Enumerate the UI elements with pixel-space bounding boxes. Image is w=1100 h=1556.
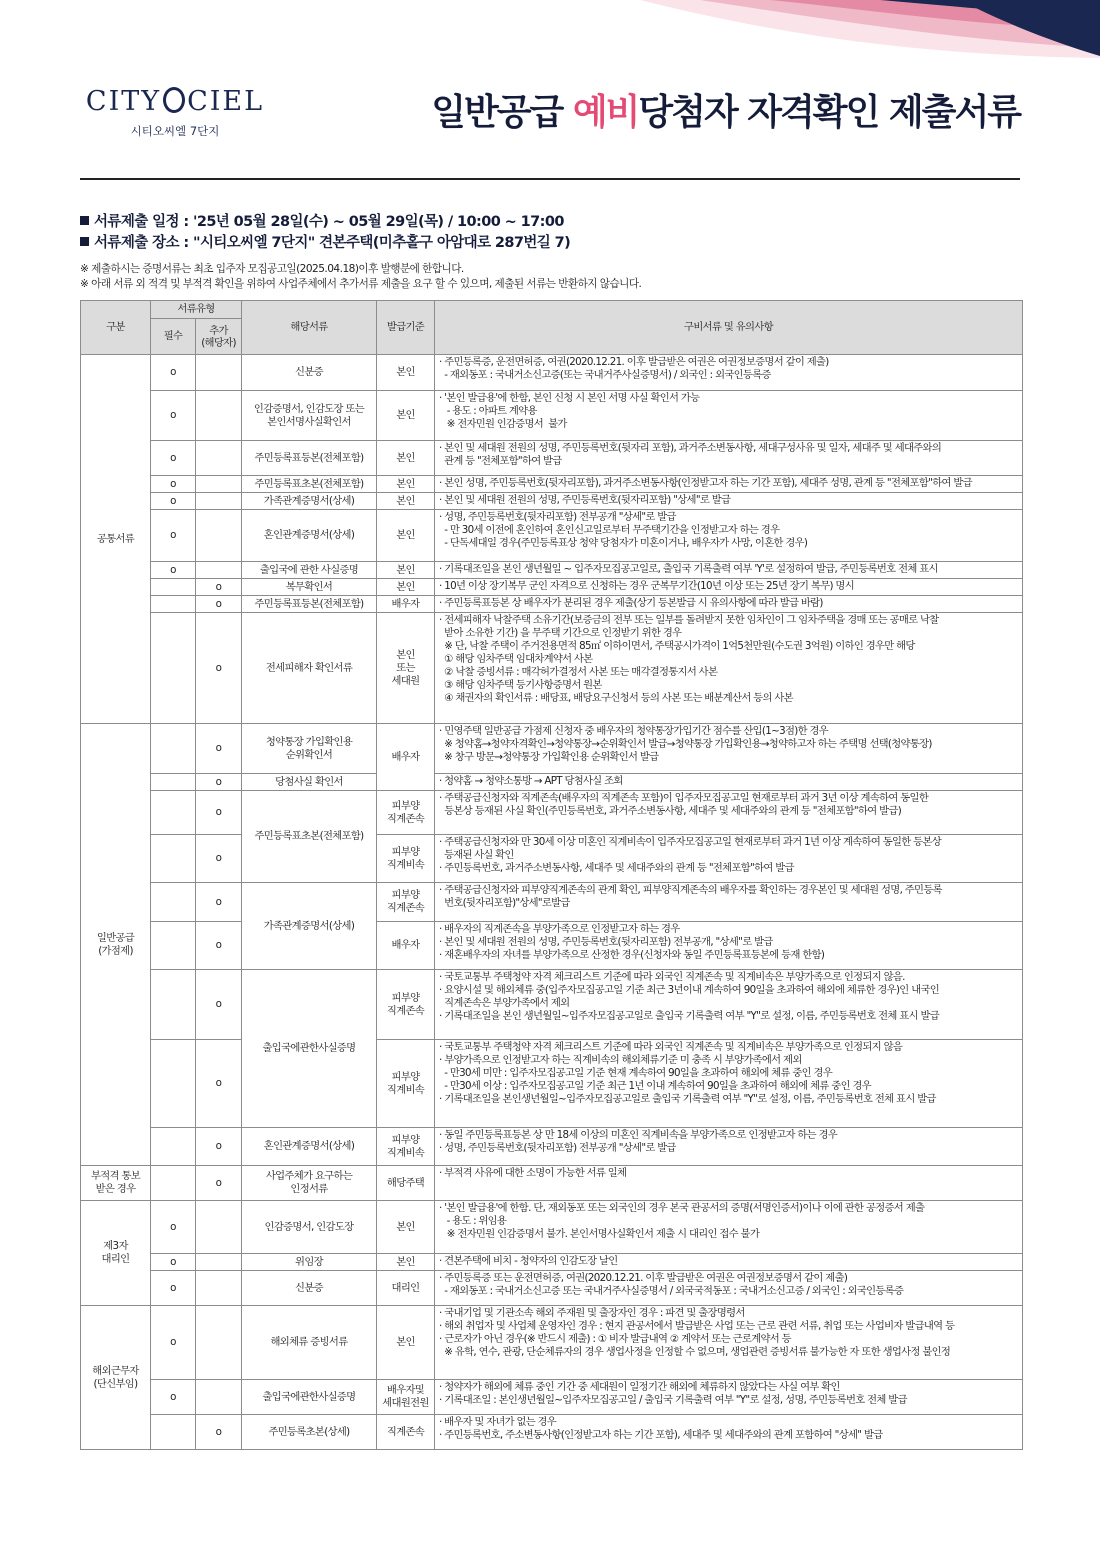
additional-mark: o [196,1415,242,1450]
issuer: 피부양 직계존속 [377,970,435,1040]
issuer: 본인 [377,1306,435,1380]
issuer: 본인 [377,476,435,493]
additional-mark [196,562,242,579]
details-cell [435,1128,1023,1166]
issuer: 해당주택 [377,1166,435,1201]
category-cell: 공통서류 [81,355,151,724]
header-required: 필수 [151,319,196,355]
detail-line: - 만 30세 이전에 혼인하여 혼인신고일로부터 무주택기간을 인정받고자 하는 경우 [439,524,780,536]
detail-line: · 주민등록번호, 주소변동사항(인정받고자 하는 기간 포함), 세대주 및 세대주와의 관계 포함하여 "상세" 발급 [439,1429,883,1441]
details-cell [435,596,1023,613]
required-mark [151,1415,196,1450]
header-additional: 추가 (해당자) [196,319,242,355]
issuer: 본인 [377,355,435,391]
place-line [80,233,1020,254]
document-name: 인감증명서, 인감도장 또는 본인서명사실확인서 [242,391,377,441]
square-bullet-icon [80,216,89,225]
header-details: 구비서류 및 유의사항 [435,301,1023,355]
details-cell [435,1271,1023,1306]
detail-line: ※ 청약홈→청약자격확인→청약통장→순위확인서 발급→청약통장 가입확인용→청약하고자 하는 주택명 선택(청약통장) [439,738,932,750]
header-document: 해당서류 [242,301,377,355]
document-name: 혼인관계증명서(상세) [242,1128,377,1166]
additional-mark: o [196,724,242,774]
issuer: 배우자 [377,922,435,970]
details-cell [435,1306,1023,1380]
details-cell [435,970,1023,1040]
detail-line: · 민영주택 일반공급 가점제 신청자 중 배우자의 청약통장가입기간 점수를 산입(1~3점)한 경우 [439,725,829,737]
detail-line: · 본인 및 세대원 전원의 성명, 주민등록번호(뒷자리 포함), 과거주소변동사항, 세대구성사유 및 일자, 세대주 및 세대주와의 [439,442,942,454]
additional-mark: o [196,1166,242,1201]
additional-mark [196,476,242,493]
detail-line: · 국토교통부 주택청약 자격 체크리스트 기준에 따라 외국인 직계존속 및 직계비속은 부양가족으로 인정되지 않음 [439,1041,903,1053]
required-mark [151,1166,196,1201]
detail-line: · 기록대조일을 본인 생년월일~입주자모집공고일로 출입국 기록출력 여부 "Y"로 설정, 이름, 주민등록번호 전체 표시 발급 [439,1010,940,1022]
issuer: 본인 [377,391,435,441]
category-cell: 해외근무자 (단신부임) [81,1306,151,1450]
table-row [81,1201,1023,1254]
table-row [81,1271,1023,1306]
schedule-text: 서류제출 일정 : '25년 05월 28일(수) ~ 05월 29일(목) / 10:00 ~ 17:00 [94,214,564,230]
table-header-row [81,301,1023,319]
table-row [81,579,1023,596]
detail-line: - 용도 : 아파트 계약용 [439,405,537,417]
table-row [81,1380,1023,1415]
required-mark: o [151,493,196,510]
details-cell [435,791,1023,835]
document-name: 당첨사실 확인서 [242,774,377,791]
detail-line: ① 해당 임차주택 임대차계약서 사본 [439,653,593,665]
required-mark: o [151,441,196,476]
detail-line: · 배우자의 직계존속을 부양가족으로 인정받고자 하는 경우 [439,923,680,935]
additional-mark [196,1380,242,1415]
detail-line: - 단독세대일 경우(주민등록표상 청약 당첨자가 미혼이거나, 배우자가 사망, 이혼한 경우) [439,537,808,549]
details-cell [435,724,1023,774]
detail-line: · 국내기업 및 기관소속 해외 주재원 및 출장자인 경우 : 파견 및 출장명령서 [439,1307,745,1319]
table-row [81,922,1023,970]
detail-line: - 재외동포 : 국내거소신고증(또는 국내거주사실증명서) / 외국인 : 외국인등록증 [439,369,771,381]
page-title [431,84,1020,135]
detail-line: · 부적격 사유에 대한 소명이 가능한 서류 일체 [439,1167,627,1179]
detail-line: ④ 채권자의 확인서류 : 배당표, 배당요구신청서 등의 사본 또는 배분계산서 등의 사본 [439,692,793,704]
document-name: 신분증 [242,1271,377,1306]
detail-line: 번호(뒷자리포함)"상세"로발급 [439,897,570,909]
table-row [81,613,1023,724]
detail-line: ※ 단, 낙찰 주택이 주거전용면적 85㎡ 이하이면서, 주택공시가격이 1억5천만원(수도권 3억원) 이하인 경우만 해당 [439,640,915,652]
detail-line: · 주민등록표등본 상 배우자가 분리된 경우 제출(상기 등본발급 시 유의사항에 따라 발급 바람) [439,597,823,609]
table-row [81,493,1023,510]
additional-mark [196,391,242,441]
detail-line: ※ 창구 방문→청약통장 가입확인용 순위확인서 발급 [439,751,659,763]
issuer: 본인 또는 세대원 [377,613,435,724]
detail-line: 직계존속은 부양가족에서 제외 [439,997,570,1009]
details-cell [435,391,1023,441]
issuer: 본인 [377,562,435,579]
additional-mark: o [196,1040,242,1128]
detail-line: · '본인 발급용'에 한함, 본인 신청 시 본인 서명 사실 확인서 가능 [439,392,700,404]
details-cell [435,1254,1023,1271]
required-mark: o [151,476,196,493]
detail-line: 등본상 등재된 사실 확인(주민등록번호, 과거주소변동사항, 세대주 및 세대주와의 관계 등 "전체포함"하여 발급) [439,805,902,817]
required-mark [151,774,196,791]
document-name: 복무확인서 [242,579,377,596]
required-mark: o [151,510,196,562]
schedule-line [80,212,1020,233]
detail-line: ② 낙찰 증빙서류 : 매각허가결정서 사본 또는 매각결정통지서 사본 [439,666,718,678]
documents-table [80,300,1023,1450]
required-mark: o [151,562,196,579]
additional-mark [196,1201,242,1254]
header-issuer: 발급기준 [377,301,435,355]
issuer: 배우자및 세대원전원 [377,1380,435,1415]
additional-mark [196,493,242,510]
detail-line: - 만30세 미만 : 입주자모집공고일 기준 현재 계속하여 90일을 초과하여 해외에 체류 중인 경우 [439,1067,833,1079]
category-cell: 제3자 대리인 [81,1201,151,1306]
required-mark [151,579,196,596]
table-row [81,562,1023,579]
issuer: 배우자 [377,596,435,613]
document-name: 가족관계증명서(상세) [242,883,377,970]
detail-line: · 주민등록증, 운전면허증, 여권(2020.12.21. 이후 발급받은 여권은 여권정보증명서 같이 제출) [439,356,829,368]
details-cell [435,1415,1023,1450]
issuer: 배우자 [377,724,435,791]
place-text: 서류제출 장소 : "시티오씨엘 7단지" 견본주택(미추홀구 아암대로 287번길 7) [94,235,571,251]
additional-mark: o [196,613,242,724]
issuer: 본인 [377,510,435,562]
detail-line: · 기록대조일을 본인생년월일~입주자모집공고일로 출입국 기록출력 여부 "Y"로 설정, 이름, 주민등록번호 전체 표시 발급 [439,1093,936,1105]
detail-line: · 국토교통부 주택청약 자격 체크리스트 기준에 따라 외국인 직계존속 및 직계비속은 부양가족으로 인정되지 않음. [439,971,905,983]
issuer: 본인 [377,1254,435,1271]
header-doc-type: 서류유형 [151,301,242,319]
required-mark [151,613,196,724]
required-mark [151,724,196,774]
issuer: 대리인 [377,1271,435,1306]
detail-line: · 부양가족으로 인정받고자 하는 직계비속의 해외체류기준 미 충족 시 부양가족에서 제외 [439,1054,802,1066]
details-cell [435,562,1023,579]
note-2: ※ 아래 서류 외 적격 및 부적격 확인을 위하여 사업주체에서 추가서류 제출을 요구 할 수 있으며, 제출된 서류는 반환하지 않습니다. [80,278,642,290]
detail-line: · 주택공급신청자와 피부양직계존속의 관계 확인, 피부양직계존속의 배우자를 확인하는 경우본인 및 세대원 성명, 주민등록 [439,884,942,896]
table-row [81,1306,1023,1380]
header-category: 구분 [81,301,151,355]
additional-mark [196,355,242,391]
table-row [81,1254,1023,1271]
document-name: 혼인관계증명서(상세) [242,510,377,562]
detail-line: 등재된 사실 확인 [439,849,514,861]
additional-mark: o [196,835,242,883]
issuer: 피부양 직계비속 [377,835,435,883]
details-cell [435,922,1023,970]
required-mark [151,970,196,1040]
table-row [81,441,1023,476]
required-mark: o [151,1254,196,1271]
document-name: 출입국에관한사실증명 [242,1380,377,1415]
detail-line: · 성명, 주민등록번호(뒷자리포함) 전부공개 "상세"로 발급 [439,511,676,523]
details-cell [435,579,1023,596]
table-row [81,883,1023,922]
document-name: 청약통장 가입확인용 순위확인서 [242,724,377,774]
table-row [81,1415,1023,1450]
detail-line: · 주택공급신청자와 직계존속(배우자의 직계존속 포함)이 입주자모집공고일 현재로부터 과거 3년 이상 계속하여 동일한 [439,792,929,804]
issuer: 본인 [377,579,435,596]
table-row [81,1128,1023,1166]
detail-line: - 재외동포 : 국내거소신고증 또는 국내거주사실증명서 / 외국국적동포 : 국내거소신고증 / 외국인 : 외국인등록증 [439,1285,904,1297]
document-name: 전세피해자 확인서류 [242,613,377,724]
table-row [81,791,1023,835]
detail-line: ※ 전자민원 인감증명서 불가. 본인서명사실확인서 제출 시 대리인 접수 불가 [439,1228,760,1240]
details-cell [435,493,1023,510]
detail-line: · 전세피해자 낙찰주택 소유기간(보증금의 전부 또는 일부를 돌려받지 못한 임차인이 그 임차주택을 경매 또는 공매로 낙찰 [439,614,939,626]
category-cell: 일반공급 (가점제) [81,724,151,1166]
issuer: 직계존속 [377,1415,435,1450]
required-mark [151,883,196,922]
document-name: 가족관계증명서(상세) [242,493,377,510]
category-cell: 부적격 통보 받은 경우 [81,1166,151,1201]
logo-ring-icon [163,87,185,113]
detail-line: - 용도 : 위임용 [439,1215,507,1227]
document-name: 주민등록표초본(전체포함) [242,476,377,493]
detail-line: · 요양시설 및 해외체류 중(입주자모집공고일 기준 최근 3년이내 계속하여 90일을 초과하여 해외에 체류한 경우)인 내국인 [439,984,940,996]
additional-mark [196,441,242,476]
detail-line: - 만30세 이상 : 입주자모집공고일 기준 최근 1년 이내 계속하여 90일을 초과하여 해외에 체류 중인 경우 [439,1080,872,1092]
additional-mark: o [196,579,242,596]
submission-info [80,212,1020,292]
detail-line: · 해외 취업자 및 사업체 운영자인 경우 : 현지 관공서에서 발급받은 사업 또는 근로 관련 서류, 취업 또는 사업비자 발급내역 등 [439,1320,955,1332]
document-name: 인감증명서, 인감도장 [242,1201,377,1254]
title-prefix: 일반공급 [431,92,573,133]
required-mark: o [151,355,196,391]
document-name: 주민등록표등본(전체포함) [242,596,377,613]
detail-line: · 주택공급신청자와 만 30세 이상 미혼인 직계비속이 입주자모집공고일 현재로부터 과거 1년 이상 계속하여 동일한 등본상 [439,836,941,848]
details-cell [435,835,1023,883]
detail-line: · 주민등록증 또는 운전면허증, 여권(2020.12.21. 이후 발급받은 여권은 여권정보증명서 같이 제출) [439,1272,848,1284]
table-row [81,970,1023,1040]
document-name: 사업주체가 요구하는 인정서류 [242,1166,377,1201]
logo-wordmark [80,86,270,117]
logo-word-left: CITY [85,86,162,117]
required-mark [151,835,196,883]
issuer: 피부양 직계존속 [377,883,435,922]
details-cell [435,1040,1023,1128]
table-row [81,1166,1023,1201]
document-name: 위임장 [242,1254,377,1271]
details-cell [435,774,1023,791]
table-row [81,355,1023,391]
detail-line: ③ 해당 임차주택 등기사항증명서 원본 [439,679,602,691]
square-bullet-icon [80,237,89,246]
logo-word-right: CIEL [187,86,265,117]
issuer: 본인 [377,493,435,510]
issuer: 피부양 직계존속 [377,791,435,835]
document-name: 해외체류 증빙서류 [242,1306,377,1380]
table-row [81,835,1023,883]
note-1: ※ 제출하시는 증명서류는 최초 입주자 모집공고일(2025.04.18)이후 발행분에 한합니다. [80,263,464,275]
detail-line: · 청약홈 → 청약소통방 → APT 당첨사실 조회 [439,775,623,787]
detail-line: · 주민등록번호, 과거주소변동사항, 세대주 및 세대주와의 관계 등 "전체포함"하여 발급 [439,862,794,874]
detail-line: 받아 소유한 기간) 을 무주택 기간으로 인정받기 위한 경우 [439,627,682,639]
table-row [81,1040,1023,1128]
detail-line: ※ 유학, 연수, 관광, 단순체류자의 경우 생업사정을 인정할 수 없으며, 생업관련 증빙서류 불가능한 자 또한 생업사정 불인정 [439,1346,951,1358]
title-highlight: 예비 [572,92,639,133]
additional-mark [196,1271,242,1306]
table-row [81,510,1023,562]
details-cell [435,1380,1023,1415]
required-mark: o [151,1201,196,1254]
additional-mark [196,1306,242,1380]
additional-mark: o [196,1128,242,1166]
required-mark: o [151,1271,196,1306]
document-name: 주민등록초본(상세) [242,1415,377,1450]
logo-subtitle: 시티오씨엘 7단지 [130,124,220,138]
detail-line: ※ 전자민원 인감증명서 불가 [439,418,567,430]
detail-line: · 재혼배우자의 자녀를 부양가족으로 산정한 경우(신청자와 동일 주민등록표등본에 등재 한함) [439,949,825,961]
detail-line: · '본인 발급용'에 한함. 단, 재외동포 또는 외국인의 경우 본국 관공서의 증명(서명인증서)이나 이에 관한 공정증서 제출 [439,1202,925,1214]
detail-line: · 성명, 주민등록번호(뒷자리포함) 전부공개 "상세"로 발급 [439,1142,676,1154]
title-suffix: 당첨자 자격확인 제출서류 [638,92,1020,133]
document-name: 주민등록표등본(전체포함) [242,441,377,476]
additional-mark: o [196,774,242,791]
additional-mark [196,1254,242,1271]
required-mark [151,1040,196,1128]
table-row [81,774,1023,791]
table-row [81,476,1023,493]
details-cell [435,883,1023,922]
detail-line: · 배우자 및 자녀가 없는 경우 [439,1416,556,1428]
document-name: 신분증 [242,355,377,391]
document-name: 출입국에관한사실증명 [242,970,377,1128]
issuer: 피부양 직계비속 [377,1128,435,1166]
additional-mark: o [196,883,242,922]
table-row [81,391,1023,441]
details-cell [435,613,1023,724]
detail-line: · 기록대조일을 본인 생년월일 ~ 입주자모집공고일로, 출입국 기록출력 여부 'Y'로 설정하여 발급, 주민등록번호 전체 표시 [439,563,938,575]
required-mark [151,596,196,613]
detail-line: · 10년 이상 장기복무 군인 자격으로 신청하는 경우 군복무기간(10년 이상 또는 25년 장기 복무) 명시 [439,580,854,592]
table-row [81,596,1023,613]
detail-line: · 본인 및 세대원 전원의 성명, 주민등록번호(뒷자리포함) "상세"로 발급 [439,494,731,506]
detail-line: 관계 등 "전체포함"하여 발급 [439,455,562,467]
required-mark [151,791,196,835]
additional-mark: o [196,791,242,835]
brand-logo [80,86,270,139]
detail-line: · 동일 주민등록표등본 상 만 18세 이상의 미혼인 직계비속을 부양가족으로 인정받고자 하는 경우 [439,1129,838,1141]
detail-line: · 청약자가 해외에 체류 중인 기간 중 세대원이 일정기간 해외에 체류하지 않았다는 사실 여부 확인 [439,1381,840,1393]
details-cell [435,510,1023,562]
required-mark [151,1128,196,1166]
detail-line: · 본인 및 세대원 전원의 성명, 주민등록번호(뒷자리포함) 전부공개, "상세"로 발급 [439,936,773,948]
required-mark [151,922,196,970]
detail-line: · 견본주택에 비치 - 청약자의 인감도장 날인 [439,1255,618,1267]
detail-line: · 본인 성명, 주민등록번호(뒷자리포함), 과거주소변동사항(인정받고자 하는 기간 포함), 세대주 성명, 관계 등 "전체포함"하여 발급 [439,477,972,489]
document-name: 출입국에 관한 사실증명 [242,562,377,579]
table-row [81,724,1023,774]
details-cell [435,355,1023,391]
issuer: 본인 [377,1201,435,1254]
detail-line: · 기록대조일 : 본인생년월일~입주자모집공고일 / 출입국 기록출력 여부 "Y"로 설정, 성명, 주민등록번호 전체 발급 [439,1394,907,1406]
required-mark: o [151,391,196,441]
details-cell [435,1201,1023,1254]
required-mark: o [151,1380,196,1415]
additional-mark [196,510,242,562]
details-cell [435,476,1023,493]
additional-mark: o [196,970,242,1040]
details-cell [435,1166,1023,1201]
details-cell [435,441,1023,476]
required-mark: o [151,1306,196,1380]
issuer: 본인 [377,441,435,476]
detail-line: · 근로자가 아닌 경우(※ 반드시 제출) : ① 비자 발급내역 ② 계약서 또는 근로계약서 등 [439,1333,791,1345]
title-divider [80,178,1020,180]
additional-mark: o [196,922,242,970]
document-name: 주민등록표초본(전체포함) [242,791,377,883]
issuer: 피부양 직계비속 [377,1040,435,1128]
additional-mark: o [196,596,242,613]
